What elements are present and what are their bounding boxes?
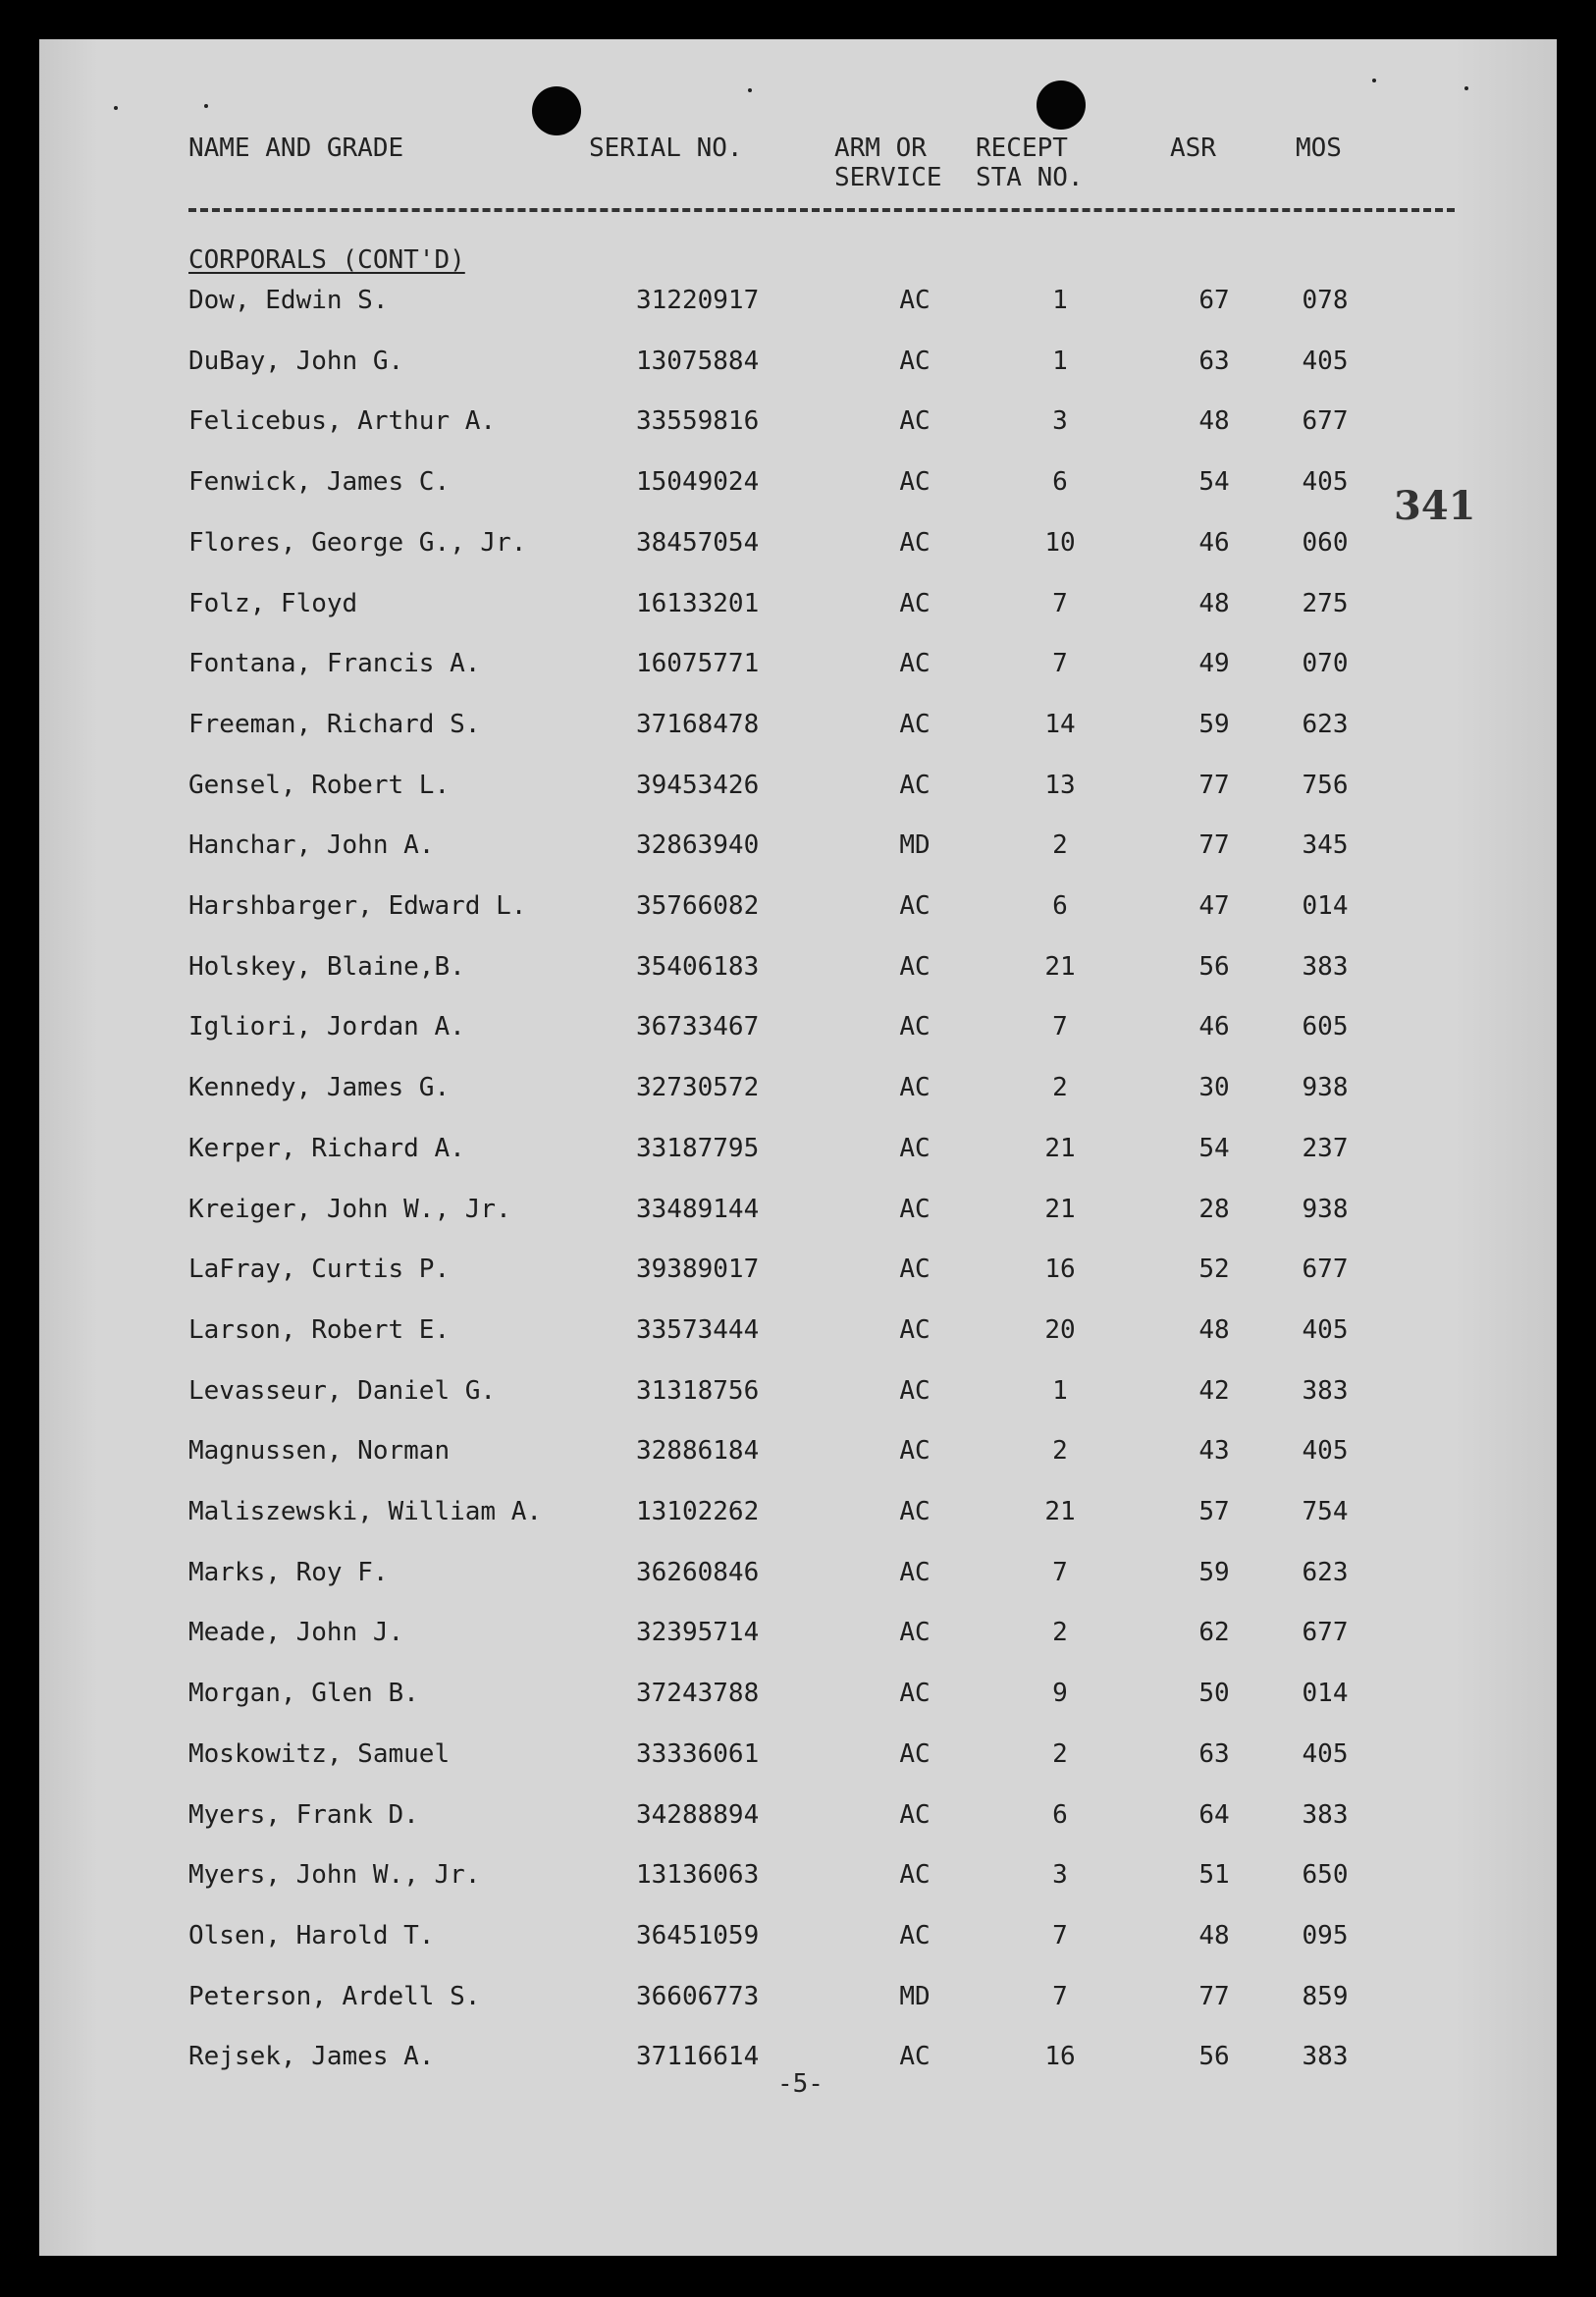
cell-arm: AC xyxy=(899,2042,931,2071)
cell-asr: 64 xyxy=(1198,1800,1230,1830)
punch-hole-right xyxy=(1037,80,1086,130)
cell-asr: 56 xyxy=(1198,952,1230,982)
table-row xyxy=(39,1735,1557,1774)
cell-serial: 15049024 xyxy=(636,467,760,497)
cell-mos: 405 xyxy=(1302,467,1349,497)
cell-arm: AC xyxy=(899,1679,931,1708)
table-row xyxy=(39,523,1557,562)
cell-recept-sta: 6 xyxy=(1052,1800,1068,1830)
cell-asr: 63 xyxy=(1198,347,1230,376)
cell-asr: 62 xyxy=(1198,1618,1230,1647)
cell-recept-sta: 13 xyxy=(1044,771,1076,800)
cell-serial: 32395714 xyxy=(636,1618,760,1647)
table-row xyxy=(39,1674,1557,1713)
cell-recept-sta: 2 xyxy=(1052,1073,1068,1102)
cell-asr: 54 xyxy=(1198,467,1230,497)
cell-recept-sta: 3 xyxy=(1052,1860,1068,1890)
cell-arm: AC xyxy=(899,1921,931,1950)
header-arm-2: SERVICE xyxy=(834,163,942,192)
cell-arm: AC xyxy=(899,1255,931,1284)
cell-asr: 77 xyxy=(1198,1982,1230,2011)
cell-serial: 36733467 xyxy=(636,1012,760,1042)
table-row xyxy=(39,584,1557,623)
cell-arm: AC xyxy=(899,1800,931,1830)
cell-recept-sta: 10 xyxy=(1044,528,1076,558)
table-row xyxy=(39,1310,1557,1350)
cell-mos: 014 xyxy=(1302,1679,1349,1708)
table-row xyxy=(39,1795,1557,1835)
cell-recept-sta: 21 xyxy=(1044,952,1076,982)
cell-asr: 67 xyxy=(1198,286,1230,315)
cell-mos: 405 xyxy=(1302,347,1349,376)
cell-recept-sta: 16 xyxy=(1044,2042,1076,2071)
speck xyxy=(1372,79,1376,82)
cell-asr: 50 xyxy=(1198,1679,1230,1708)
cell-asr: 59 xyxy=(1198,1558,1230,1587)
cell-mos: 650 xyxy=(1302,1860,1349,1890)
cell-arm: AC xyxy=(899,467,931,497)
cell-serial: 33559816 xyxy=(636,406,760,436)
cell-recept-sta: 7 xyxy=(1052,1012,1068,1042)
cell-recept-sta: 1 xyxy=(1052,286,1068,315)
cell-asr: 30 xyxy=(1198,1073,1230,1102)
cell-recept-sta: 6 xyxy=(1052,891,1068,921)
cell-name: Myers, Frank D. xyxy=(188,1800,419,1830)
dashed-rule xyxy=(188,208,1455,212)
table-row xyxy=(39,886,1557,926)
table-row xyxy=(39,1553,1557,1592)
cell-asr: 51 xyxy=(1198,1860,1230,1890)
cell-recept-sta: 7 xyxy=(1052,1921,1068,1950)
section-title: CORPORALS (CONT'D) xyxy=(188,245,465,275)
cell-serial: 32863940 xyxy=(636,830,760,860)
cell-recept-sta: 7 xyxy=(1052,589,1068,618)
cell-mos: 677 xyxy=(1302,1618,1349,1647)
table-row xyxy=(39,462,1557,502)
cell-name: Igliori, Jordan A. xyxy=(188,1012,465,1042)
cell-name: Harshbarger, Edward L. xyxy=(188,891,527,921)
cell-asr: 63 xyxy=(1198,1739,1230,1769)
cell-asr: 77 xyxy=(1198,771,1230,800)
cell-serial: 37243788 xyxy=(636,1679,760,1708)
cell-asr: 57 xyxy=(1198,1497,1230,1526)
cell-asr: 49 xyxy=(1198,649,1230,678)
cell-mos: 938 xyxy=(1302,1195,1349,1224)
cell-mos: 405 xyxy=(1302,1436,1349,1466)
cell-name: Meade, John J. xyxy=(188,1618,404,1647)
cell-serial: 39453426 xyxy=(636,771,760,800)
cell-serial: 33489144 xyxy=(636,1195,760,1224)
cell-arm: AC xyxy=(899,1618,931,1647)
cell-name: Folz, Floyd xyxy=(188,589,358,618)
document-page xyxy=(39,39,1557,2256)
cell-name: Kerper, Richard A. xyxy=(188,1134,465,1163)
cell-mos: 078 xyxy=(1302,286,1349,315)
cell-recept-sta: 2 xyxy=(1052,1436,1068,1466)
cell-recept-sta: 1 xyxy=(1052,347,1068,376)
cell-arm: AC xyxy=(899,1376,931,1406)
cell-arm: AC xyxy=(899,771,931,800)
cell-serial: 36606773 xyxy=(636,1982,760,2011)
cell-asr: 46 xyxy=(1198,528,1230,558)
cell-asr: 47 xyxy=(1198,891,1230,921)
table-row xyxy=(39,1190,1557,1229)
cell-name: Gensel, Robert L. xyxy=(188,771,451,800)
page-stamp: 341 xyxy=(1394,483,1476,529)
cell-asr: 46 xyxy=(1198,1012,1230,1042)
cell-name: Dow, Edwin S. xyxy=(188,286,389,315)
cell-arm: AC xyxy=(899,286,931,315)
cell-recept-sta: 21 xyxy=(1044,1134,1076,1163)
cell-asr: 48 xyxy=(1198,589,1230,618)
cell-mos: 677 xyxy=(1302,406,1349,436)
table-row xyxy=(39,644,1557,683)
cell-serial: 32886184 xyxy=(636,1436,760,1466)
cell-mos: 060 xyxy=(1302,528,1349,558)
cell-serial: 34288894 xyxy=(636,1800,760,1830)
table-row xyxy=(39,342,1557,381)
cell-serial: 39389017 xyxy=(636,1255,760,1284)
cell-serial: 13075884 xyxy=(636,347,760,376)
table-row xyxy=(39,826,1557,865)
cell-mos: 623 xyxy=(1302,710,1349,739)
cell-name: LaFray, Curtis P. xyxy=(188,1255,451,1284)
cell-name: Morgan, Glen B. xyxy=(188,1679,419,1708)
cell-serial: 16133201 xyxy=(636,589,760,618)
cell-mos: 405 xyxy=(1302,1315,1349,1345)
cell-serial: 35406183 xyxy=(636,952,760,982)
table-row xyxy=(39,281,1557,320)
cell-serial: 37116614 xyxy=(636,2042,760,2071)
cell-recept-sta: 14 xyxy=(1044,710,1076,739)
cell-recept-sta: 2 xyxy=(1052,830,1068,860)
speck xyxy=(204,104,208,108)
cell-name: Marks, Roy F. xyxy=(188,1558,389,1587)
cell-arm: AC xyxy=(899,952,931,982)
cell-serial: 16075771 xyxy=(636,649,760,678)
cell-arm: AC xyxy=(899,1134,931,1163)
header-recept-1: RECEPT xyxy=(976,134,1068,163)
cell-asr: 42 xyxy=(1198,1376,1230,1406)
cell-mos: 383 xyxy=(1302,952,1349,982)
cell-arm: AC xyxy=(899,710,931,739)
cell-recept-sta: 21 xyxy=(1044,1497,1076,1526)
table-row xyxy=(39,1371,1557,1411)
cell-mos: 345 xyxy=(1302,830,1349,860)
table-row xyxy=(39,947,1557,987)
cell-mos: 405 xyxy=(1302,1739,1349,1769)
table-row xyxy=(39,766,1557,805)
cell-name: Freeman, Richard S. xyxy=(188,710,481,739)
cell-asr: 54 xyxy=(1198,1134,1230,1163)
cell-serial: 31220917 xyxy=(636,286,760,315)
cell-arm: MD xyxy=(899,830,931,860)
speck xyxy=(114,106,118,110)
cell-recept-sta: 2 xyxy=(1052,1739,1068,1769)
cell-name: Kreiger, John W., Jr. xyxy=(188,1195,511,1224)
cell-asr: 28 xyxy=(1198,1195,1230,1224)
cell-mos: 605 xyxy=(1302,1012,1349,1042)
table-row xyxy=(39,1068,1557,1107)
cell-mos: 095 xyxy=(1302,1921,1349,1950)
speck xyxy=(748,88,752,92)
header-name: NAME AND GRADE xyxy=(188,134,404,163)
table-row xyxy=(39,1977,1557,2016)
cell-name: Myers, John W., Jr. xyxy=(188,1860,481,1890)
cell-serial: 33187795 xyxy=(636,1134,760,1163)
header-asr: ASR xyxy=(1170,134,1216,163)
cell-recept-sta: 7 xyxy=(1052,1558,1068,1587)
cell-mos: 383 xyxy=(1302,1376,1349,1406)
cell-serial: 35766082 xyxy=(636,891,760,921)
cell-arm: AC xyxy=(899,1739,931,1769)
cell-arm: AC xyxy=(899,347,931,376)
cell-arm: AC xyxy=(899,1558,931,1587)
cell-mos: 756 xyxy=(1302,771,1349,800)
cell-arm: AC xyxy=(899,649,931,678)
cell-recept-sta: 21 xyxy=(1044,1195,1076,1224)
cell-recept-sta: 6 xyxy=(1052,467,1068,497)
header-arm-1: ARM OR xyxy=(834,134,927,163)
cell-arm: AC xyxy=(899,1315,931,1345)
table-row xyxy=(39,705,1557,744)
cell-name: Felicebus, Arthur A. xyxy=(188,406,497,436)
cell-serial: 13136063 xyxy=(636,1860,760,1890)
cell-name: Peterson, Ardell S. xyxy=(188,1982,481,2011)
cell-serial: 37168478 xyxy=(636,710,760,739)
cell-name: Hanchar, John A. xyxy=(188,830,435,860)
cell-asr: 48 xyxy=(1198,406,1230,436)
cell-mos: 859 xyxy=(1302,1982,1349,2011)
cell-name: Levasseur, Daniel G. xyxy=(188,1376,497,1406)
table-row xyxy=(39,1613,1557,1652)
cell-serial: 13102262 xyxy=(636,1497,760,1526)
cell-serial: 36451059 xyxy=(636,1921,760,1950)
footer-page-number: -5- xyxy=(777,2069,824,2099)
cell-arm: AC xyxy=(899,1860,931,1890)
cell-arm: AC xyxy=(899,1012,931,1042)
cell-arm: AC xyxy=(899,1436,931,1466)
cell-recept-sta: 9 xyxy=(1052,1679,1068,1708)
cell-name: Maliszewski, William A. xyxy=(188,1497,543,1526)
cell-mos: 383 xyxy=(1302,1800,1349,1830)
cell-arm: AC xyxy=(899,891,931,921)
cell-mos: 383 xyxy=(1302,2042,1349,2071)
header-serial: SERIAL NO. xyxy=(589,134,743,163)
cell-mos: 275 xyxy=(1302,589,1349,618)
cell-arm: AC xyxy=(899,406,931,436)
cell-serial: 33573444 xyxy=(636,1315,760,1345)
cell-asr: 52 xyxy=(1198,1255,1230,1284)
cell-asr: 48 xyxy=(1198,1315,1230,1345)
cell-mos: 938 xyxy=(1302,1073,1349,1102)
cell-name: DuBay, John G. xyxy=(188,347,404,376)
cell-arm: AC xyxy=(899,1497,931,1526)
cell-arm: AC xyxy=(899,1195,931,1224)
cell-recept-sta: 1 xyxy=(1052,1376,1068,1406)
table-row xyxy=(39,1431,1557,1470)
cell-mos: 754 xyxy=(1302,1497,1349,1526)
cell-serial: 36260846 xyxy=(636,1558,760,1587)
cell-name: Fontana, Francis A. xyxy=(188,649,481,678)
cell-name: Fenwick, James C. xyxy=(188,467,451,497)
punch-hole-left xyxy=(532,86,581,135)
table-row xyxy=(39,1855,1557,1895)
cell-name: Rejsek, James A. xyxy=(188,2042,435,2071)
table-row xyxy=(39,1492,1557,1531)
cell-recept-sta: 2 xyxy=(1052,1618,1068,1647)
cell-recept-sta: 7 xyxy=(1052,649,1068,678)
cell-recept-sta: 20 xyxy=(1044,1315,1076,1345)
cell-arm: AC xyxy=(899,589,931,618)
cell-asr: 56 xyxy=(1198,2042,1230,2071)
speck xyxy=(1464,86,1468,90)
cell-asr: 59 xyxy=(1198,710,1230,739)
cell-mos: 623 xyxy=(1302,1558,1349,1587)
cell-recept-sta: 16 xyxy=(1044,1255,1076,1284)
table-row xyxy=(39,1250,1557,1289)
cell-serial: 31318756 xyxy=(636,1376,760,1406)
cell-arm: AC xyxy=(899,1073,931,1102)
header-recept-2: STA NO. xyxy=(976,163,1084,192)
table-row xyxy=(39,401,1557,441)
cell-mos: 677 xyxy=(1302,1255,1349,1284)
cell-serial: 33336061 xyxy=(636,1739,760,1769)
cell-name: Larson, Robert E. xyxy=(188,1315,451,1345)
cell-name: Magnussen, Norman xyxy=(188,1436,451,1466)
table-row xyxy=(39,1129,1557,1168)
cell-name: Olsen, Harold T. xyxy=(188,1921,435,1950)
header-mos: MOS xyxy=(1296,134,1342,163)
cell-mos: 237 xyxy=(1302,1134,1349,1163)
cell-recept-sta: 7 xyxy=(1052,1982,1068,2011)
cell-arm: MD xyxy=(899,1982,931,2011)
cell-mos: 070 xyxy=(1302,649,1349,678)
cell-recept-sta: 3 xyxy=(1052,406,1068,436)
cell-name: Flores, George G., Jr. xyxy=(188,528,527,558)
cell-name: Kennedy, James G. xyxy=(188,1073,451,1102)
cell-name: Holskey, Blaine,B. xyxy=(188,952,465,982)
table-row xyxy=(39,1916,1557,1955)
cell-asr: 48 xyxy=(1198,1921,1230,1950)
cell-asr: 43 xyxy=(1198,1436,1230,1466)
cell-name: Moskowitz, Samuel xyxy=(188,1739,451,1769)
cell-serial: 38457054 xyxy=(636,528,760,558)
cell-serial: 32730572 xyxy=(636,1073,760,1102)
cell-mos: 014 xyxy=(1302,891,1349,921)
cell-arm: AC xyxy=(899,528,931,558)
cell-asr: 77 xyxy=(1198,830,1230,860)
table-row xyxy=(39,1007,1557,1046)
